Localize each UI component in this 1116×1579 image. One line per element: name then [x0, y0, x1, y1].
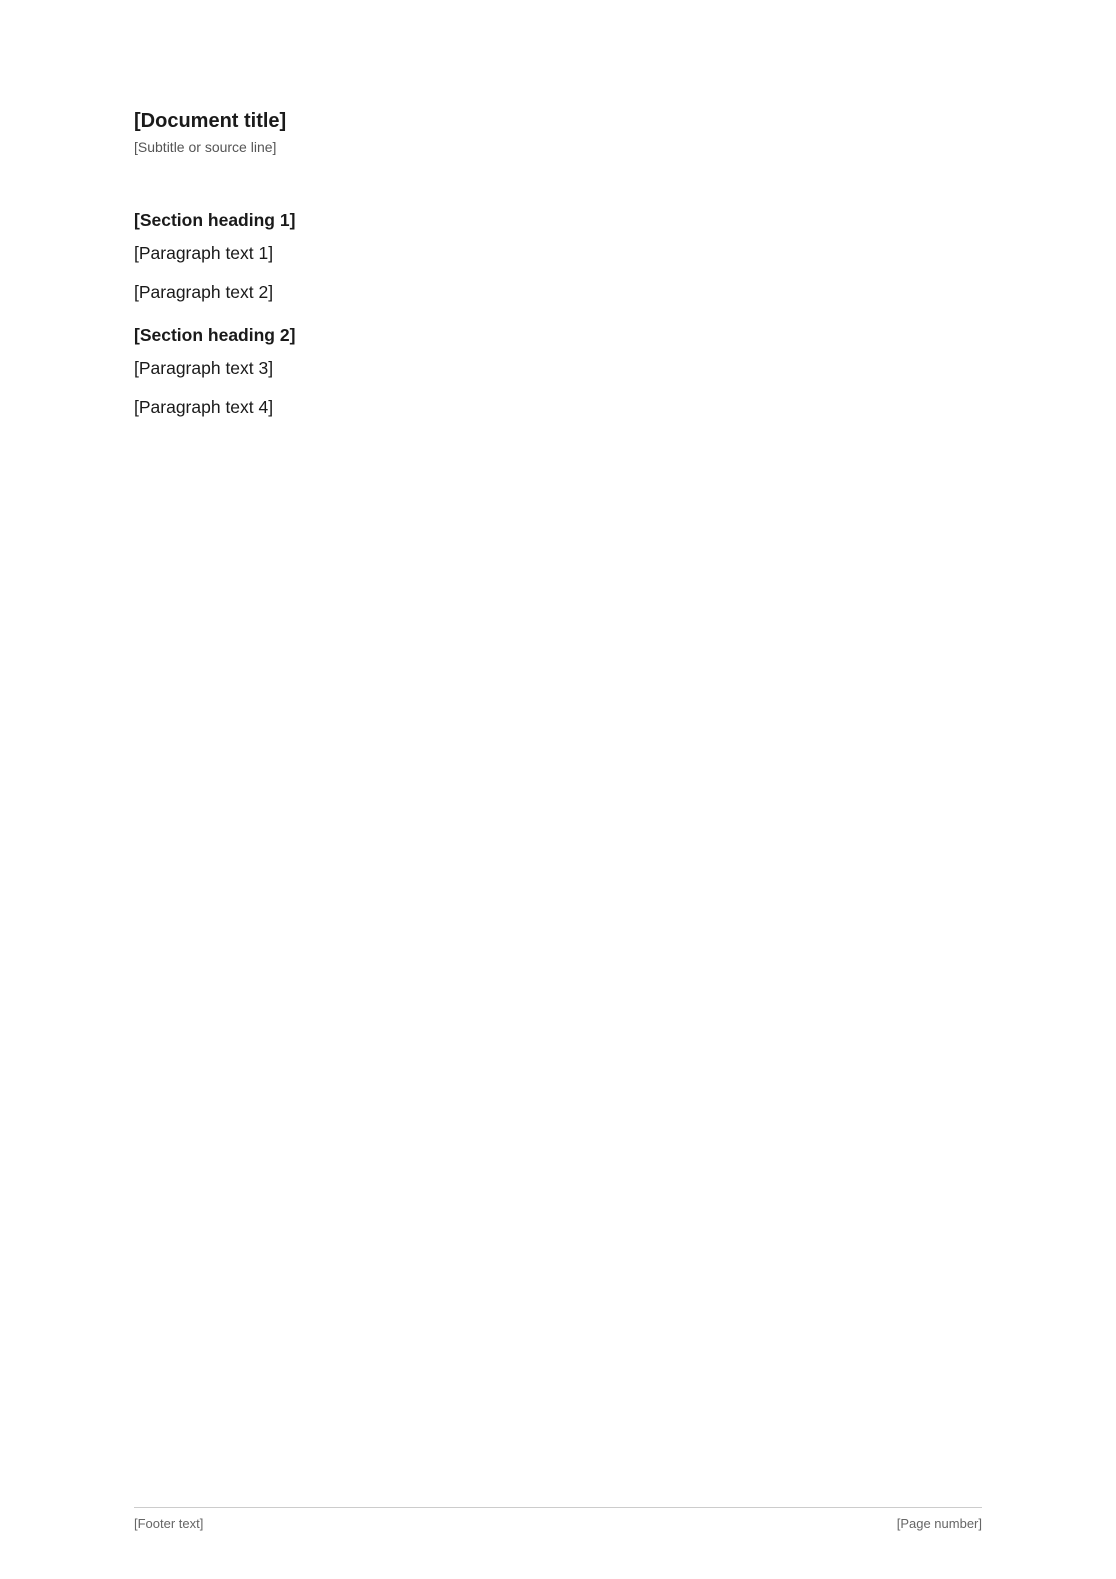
document-body — [134, 190, 982, 434]
section — [134, 323, 982, 420]
section-heading: [Section heading 2] — [134, 325, 296, 345]
section-heading: [Section heading 1] — [134, 210, 296, 230]
document-title: [Document title] — [134, 110, 287, 132]
document-footer — [134, 1507, 982, 1531]
paragraph: [Paragraph text 3] — [134, 358, 274, 378]
document-subtitle: [Subtitle or source line] — [134, 139, 277, 155]
paragraph: [Paragraph text 2] — [134, 282, 274, 302]
section — [134, 208, 982, 305]
paragraph: [Paragraph text 4] — [134, 397, 274, 417]
document-header — [134, 110, 982, 155]
footer-text: [Footer text] — [134, 1516, 204, 1531]
page-number: [Page number] — [896, 1516, 982, 1531]
paragraph: [Paragraph text 1] — [134, 243, 274, 263]
